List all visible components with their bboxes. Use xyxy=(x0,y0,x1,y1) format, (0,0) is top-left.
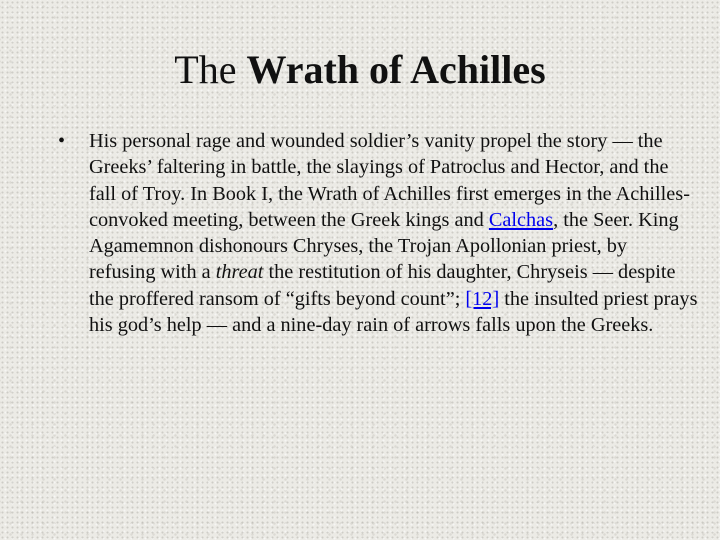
footnote-12-link[interactable]: [12] xyxy=(465,287,500,310)
bullet-dot-icon: • xyxy=(58,130,66,152)
slide-body xyxy=(58,128,698,338)
title-bold: Wrath of Achilles xyxy=(246,47,546,92)
bullet-item xyxy=(58,128,698,338)
bullet-text-4: the insulted priest prays his god’s help — and a nine-day rain of arrows falls upon the Greeks. xyxy=(89,287,698,337)
bullet-paragraph xyxy=(89,128,698,338)
bullet-text-2: , the Seer. King Agamemnon dishonours Chryses, the Trojan Apollonian priest, by refusing with a xyxy=(89,208,679,284)
slide-title xyxy=(0,40,720,100)
bullet-text-1: His personal rage and wounded soldier’s vanity propel the story — the Greeks’ faltering in battle, the slayings of Patroclus and Hector, and the fall of Troy. In Book I, the Wrath of Achilles first emerges in the Achilles-convoked meeting, between the Greek kings and xyxy=(89,130,690,231)
threat-emphasis: threat xyxy=(215,261,264,284)
title-prefix: The xyxy=(174,47,247,92)
bullet-text-3: the restitution of his daughter, Chryseis — despite the proffered ransom of “gifts beyond count”; xyxy=(89,261,676,310)
calchas-link[interactable]: Calchas xyxy=(488,208,554,231)
